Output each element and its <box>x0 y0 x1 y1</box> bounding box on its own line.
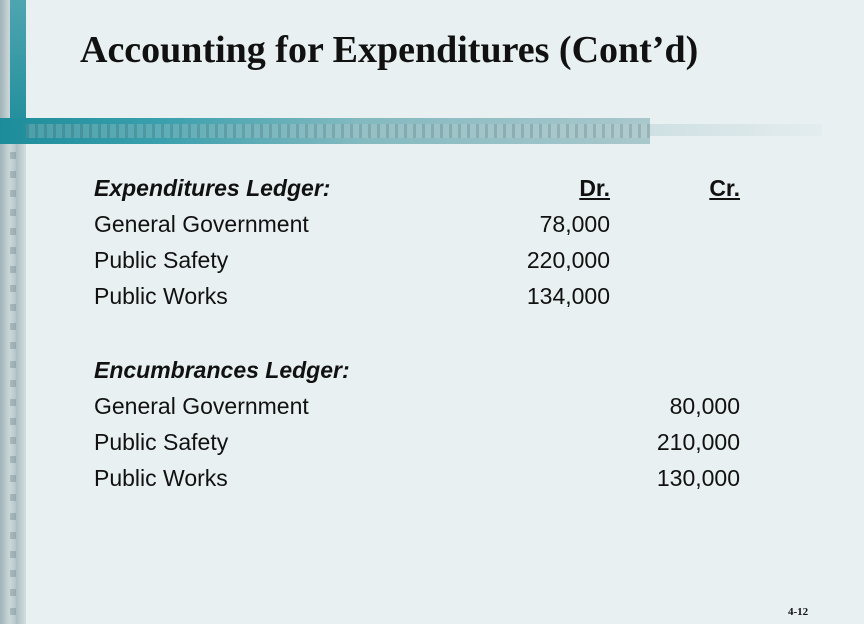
credit-column-header: Cr. <box>709 175 740 201</box>
account-label: General Government <box>94 211 309 237</box>
debit-amount: 78,000 <box>539 211 610 237</box>
band-texture <box>26 124 650 138</box>
account-label: Public Works <box>94 283 228 309</box>
credit-amount: 210,000 <box>656 429 740 455</box>
credit-amount: 80,000 <box>669 393 740 419</box>
account-label: Public Safety <box>94 429 229 455</box>
debit-column-header: Dr. <box>579 175 610 201</box>
encumbrances-ledger-heading: Encumbrances Ledger: <box>94 357 350 383</box>
debit-amount: 220,000 <box>526 247 610 273</box>
slide-number: 4-12 <box>788 606 809 618</box>
account-label: Public Works <box>94 465 228 491</box>
credit-amount: 130,000 <box>656 465 740 491</box>
debit-amount: 134,000 <box>526 283 610 309</box>
account-label: General Government <box>94 393 309 419</box>
expenditures-ledger-heading: Expenditures Ledger: <box>94 175 331 201</box>
account-label: Public Safety <box>94 247 229 273</box>
slide-title: Accounting for Expenditures (Cont’d) <box>80 29 699 71</box>
title-underline-band-light <box>650 124 822 136</box>
